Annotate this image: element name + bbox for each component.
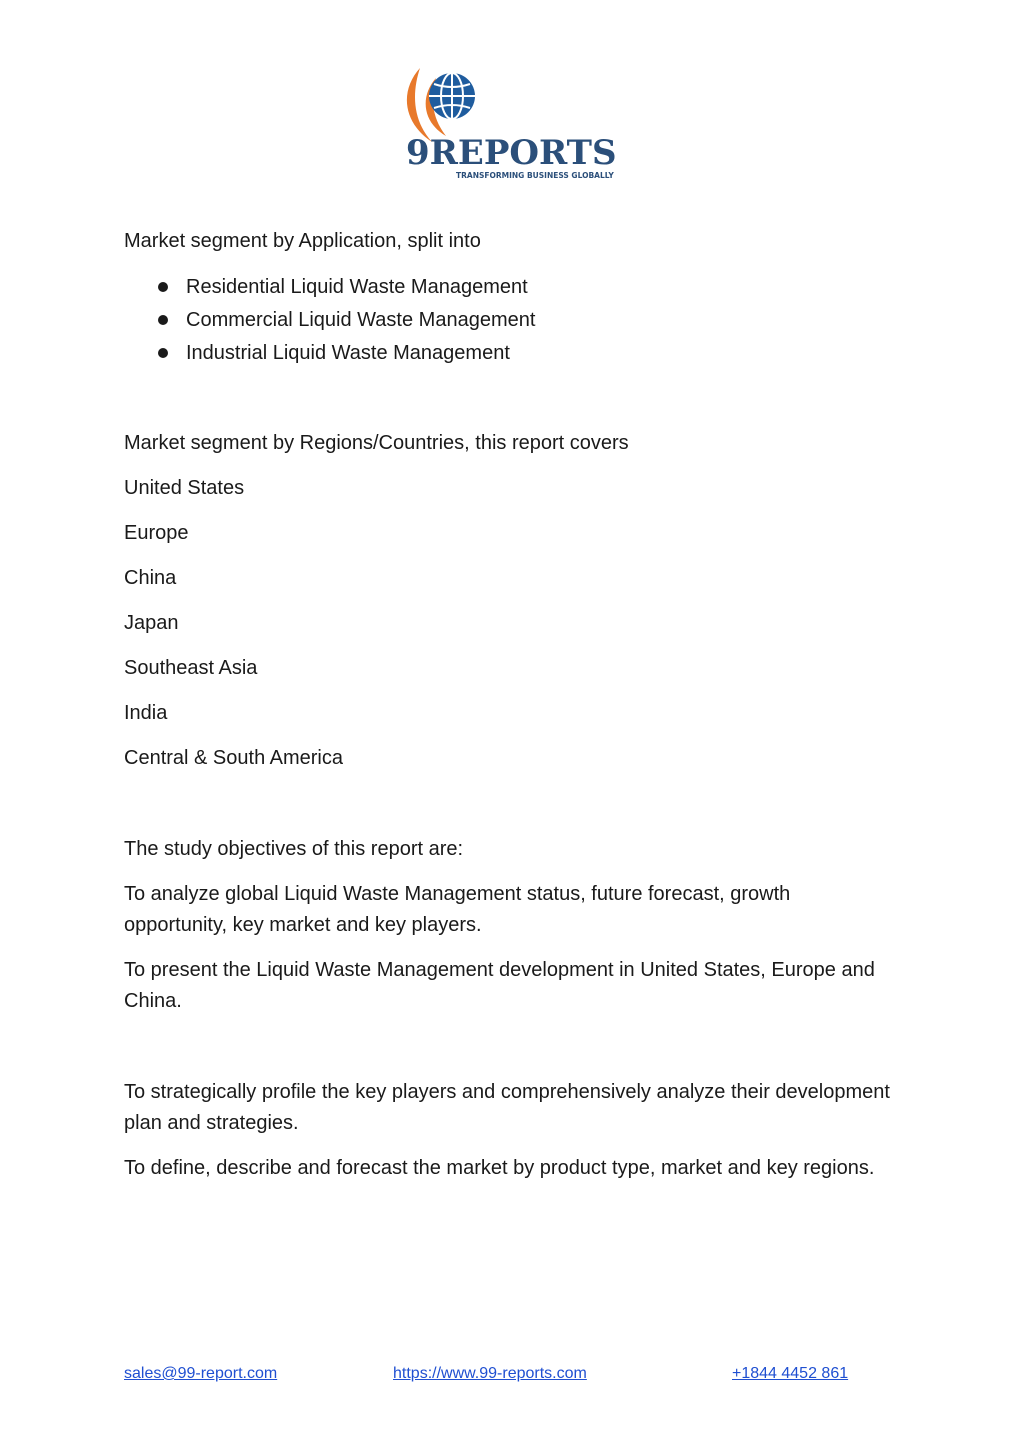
list-item: Industrial Liquid Waste Management (124, 337, 894, 370)
region-item: Japan (124, 612, 179, 634)
logo-tagline: TRANSFORMING BUSINESS GLOBALLY (456, 171, 614, 180)
region-item: Europe (124, 522, 189, 544)
globe-logo-icon (402, 60, 624, 184)
regions-heading: Market segment by Regions/Countries, this report covers (124, 432, 629, 454)
bullet-icon (158, 282, 168, 292)
company-logo (402, 60, 624, 184)
objectives-heading: The study objectives of this report are: (124, 838, 464, 860)
document-body (124, 226, 894, 1198)
application-list (124, 271, 894, 370)
email-link[interactable]: sales@99-report.com (124, 1365, 278, 1382)
objective-item: To present the Liquid Waste Management development in United States, Europe and China. (124, 959, 875, 1012)
list-item: Commercial Liquid Waste Management (124, 304, 894, 337)
logo-brand-text: 9REPORTS (406, 133, 617, 173)
phone-link[interactable]: +1844 4452 861 (732, 1365, 849, 1382)
objective-item: To define, describe and forecast the market by product type, market and key regions. (124, 1157, 875, 1179)
bullet-icon (158, 348, 168, 358)
region-item: China (124, 567, 177, 589)
application-heading: Market segment by Application, split into (124, 230, 481, 252)
region-item: United States (124, 477, 245, 499)
bullet-icon (158, 315, 168, 325)
objective-item: To strategically profile the key players and comprehensively analyze their development plan and strategies. (124, 1081, 890, 1134)
list-item: Residential Liquid Waste Management (124, 271, 894, 304)
region-item: India (124, 702, 168, 724)
region-item: Central & South America (124, 747, 343, 769)
objective-item: To analyze global Liquid Waste Management status, future forecast, growth opportunity, key market and key players. (124, 883, 791, 936)
website-link[interactable]: https://www.99-reports.com (393, 1365, 587, 1382)
region-item: Southeast Asia (124, 657, 258, 679)
